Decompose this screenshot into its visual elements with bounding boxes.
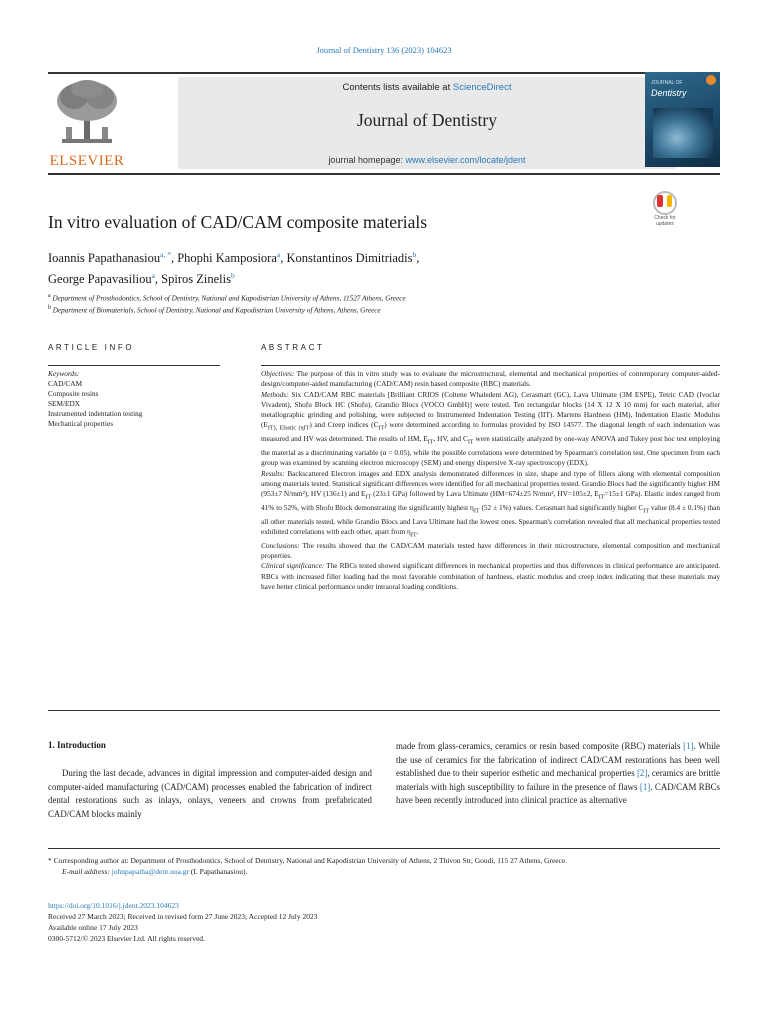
cover-overline: JOURNAL OF	[651, 80, 683, 86]
results-label: Results:	[261, 468, 285, 478]
results-text: (52 ± 1%) values. Cerasmart had significantly higher C	[479, 502, 644, 512]
publisher-wordmark: ELSEVIER	[49, 153, 125, 169]
elsevier-tree-icon	[52, 77, 122, 147]
intro-text: . CAD/CAM RBCs have been recently introduced into clinical practice as alternative	[396, 781, 720, 805]
affil-marker: a	[48, 293, 51, 299]
abstract-methods	[261, 390, 720, 469]
author-name[interactable]: , Phophi Kamposiora	[170, 251, 277, 266]
online-date: Available online 17 July 2023	[48, 923, 138, 932]
crossmark-red-mark	[657, 195, 663, 207]
journal-masthead	[48, 72, 720, 174]
citation-link[interactable]: [2]	[636, 768, 648, 778]
affiliation-b	[48, 303, 708, 315]
abstract-conclusions	[261, 541, 720, 562]
masthead-top-rule	[48, 72, 720, 74]
conclusions-text: The results showed that the CAD/CAM materials tested have differences in their microstructure, elemental composition and mechanical properties.	[261, 540, 720, 561]
publisher-logo[interactable]	[48, 77, 126, 169]
intro-text: made from glass-ceramics, ceramics or resin based composite (RBC) materials	[396, 741, 684, 751]
methods-text: , HV, and C	[433, 434, 468, 444]
email-suffix: (I. Papathanasiou).	[189, 867, 248, 876]
methods-text: ) and Creep indices (C	[309, 420, 379, 430]
abstract-bottom-rule	[48, 710, 720, 711]
clinical-label: Clinical significance:	[261, 561, 325, 571]
publication-info	[48, 900, 720, 944]
corresponding-author-text: * Corresponding author at: Department of Prosthodontics, School of Dentistry, National and Kapodistrian University of Athens, 2 Thivon Str, Goudi, 115 27 Athens, Greece.	[48, 856, 568, 865]
methods-text: were statistically analyzed by one-way ANOVA and Tukey post hoc test employing the material as a discriminating variable (α = 0.05), while the possible correlations were determined by Spearman's correlation test. One specimen from each group was examined by scanning electron microscopy (SEM) and energy dispersive X-ray spectroscopy (EDX).	[261, 434, 720, 468]
cover-badge-icon	[706, 75, 716, 85]
intro-text: , ceramics are brittle materials with high susceptibility to failure in the presence of flaws	[396, 768, 720, 792]
author-list	[48, 246, 648, 288]
citation-link[interactable]: [1]	[683, 741, 694, 751]
author-name[interactable]: , Spiros Zinelis	[154, 272, 231, 287]
journal-title: Journal of Dentistry	[357, 110, 497, 130]
abstract-objectives	[261, 369, 720, 390]
conclusions-label: Conclusions:	[261, 540, 300, 550]
author-separator: ,	[416, 251, 420, 266]
methods-label: Methods:	[261, 389, 289, 399]
affil-text: Department of Prosthodontics, School of Dentistry, National and Kapodistrian University of Athens, 11527 Athens, Greece	[50, 294, 406, 303]
author-name[interactable]: George Papavasiliou	[48, 272, 152, 287]
methods-text: Six CAD/CAM RBC materials [Brilliant CRIOS (Coltene Whaledent AG), Cerasmart (GC), Lava Ultimate (3M ESPE), Tetric CAD (Ivoclar Vivadent), Shofu Block HC (Shofu), Grandio Blocs (VOCO GmbH)] were tested. Ten rectangular blocks (14 X 12 X 10 mm) for each material, after metallographic grinding and polishing, were subjected to Instrumented Indentation Testing (IIT). Martens Hardness (HM), Indentation Elastic Modulus (E	[261, 389, 720, 430]
abstract-clinical-significance	[261, 561, 720, 592]
homepage-prefix: journal homepage:	[328, 155, 406, 165]
results-text: .	[416, 526, 419, 536]
citation-link[interactable]: [1]	[639, 781, 651, 792]
abstract-results	[261, 469, 720, 541]
author-affil-link[interactable]: a	[276, 250, 281, 259]
methods-text: ) were determined according to formulas provided by ISO 14577. The diagonal length of each indentation was measured and HV was determined. The results of HM, E	[261, 420, 721, 444]
cover-title: Dentistry	[651, 88, 687, 98]
intro-text: . While the use of ceramics for the fabrication of indirect CAD/CAM restorations has been well established due to their superior esthetic and mechanical properties	[396, 741, 720, 778]
abstract-rule	[261, 365, 720, 366]
doi-link[interactable]: https://doi.org/10.1016/j.jdent.2023.104623	[48, 901, 179, 910]
crossmark-label-1: Check for	[654, 215, 676, 221]
subscript: IT	[427, 439, 434, 446]
subscript: IT	[643, 508, 650, 515]
subscript: IT), Elastic (η	[267, 425, 304, 432]
journal-cover-thumbnail[interactable]	[645, 72, 720, 167]
masthead-bottom-rule	[48, 173, 720, 175]
email-line	[48, 866, 720, 877]
abstract-heading: ABSTRACT	[261, 343, 325, 352]
crossmark-yellow-mark	[667, 195, 672, 207]
keyword-item: Composite resins	[48, 389, 99, 398]
keywords-label: Keywords:	[48, 369, 80, 378]
clinical-text: The RBCs tested showed significant differences in mechanical properties and thus differences in clinical performance are anticipated. RBCs with increased filler loading had the most favorable combination of hardness, elastic modulus and creep index indicating that these materials may have better clinical performance under intraoral loading conditions.	[261, 561, 720, 591]
objectives-text: The purpose of this in vitro study was to evaluate the microstructural, elemental and mechanical properties of contemporary computer-aided-design/computer-aided manufacturing (CAD/CAM) resin based composite (RBC) materials.	[261, 369, 720, 389]
author-affil-link[interactable]: b	[230, 271, 235, 281]
results-text: value (8.4 ± 0.1%) than all other materials tested, while Grandio Blocs and Lava Ultimate had the lowest ones. Spearman's correlation revealed that all mechanical properties tested exhibited correlations with each other, apart from η	[261, 502, 720, 536]
subscript: IT	[598, 494, 605, 501]
cover-image	[653, 108, 713, 158]
keyword-item: Mechanical properties	[48, 419, 114, 428]
journal-reference[interactable]: Journal of Dentistry 136 (2023) 104623	[316, 45, 452, 55]
section-heading-introduction: 1. Introduction	[48, 740, 106, 750]
intro-paragraph-left: During the last decade, advances in digital impression and computer-aided design and computer-aided manufacturing (CAD/CAM) processes enabled the fabrication of indirect dental restorations such as inlays, onlays, veneers and crowns from prefabricated CAD/CAM blocks mainly	[48, 768, 372, 819]
author-affil-link[interactable]: b	[412, 250, 417, 259]
author-name[interactable]: Ioannis Papathanasiou	[48, 251, 161, 266]
keywords-block	[48, 369, 220, 429]
article-title: In vitro evaluation of CAD/CAM composite materials	[48, 212, 428, 232]
corresponding-author-footnote	[48, 855, 720, 877]
subscript: IT	[467, 439, 474, 446]
results-text: Backscattered Electron images and EDX analysis demonstrated differences in size, shape and type of fillers along with elemental composition among materials tested. Statistical significant differences were identified for all mechanical properties tested. Grandio Blocs had the significantly higher HM (953±7 N/mm²), HV (136±1) and E	[261, 468, 720, 499]
article-info-heading: ARTICLE INFO	[48, 343, 135, 352]
subscript: IT	[303, 425, 310, 432]
masthead-center	[178, 77, 676, 169]
homepage-line	[178, 155, 676, 165]
author-name[interactable]: , Konstantinos Dimitriadis	[280, 251, 413, 266]
subscript: IT	[473, 508, 480, 515]
received-dates: Received 27 March 2023; Received in revised form 27 June 2023; Accepted 12 July 2023	[48, 912, 318, 921]
crossmark-label-2: updates	[656, 221, 674, 227]
subscript: IT	[365, 494, 372, 501]
abstract-text	[261, 369, 720, 592]
author-affil-link[interactable]: a	[151, 271, 155, 281]
keyword-item: Instrumented indentation testing	[48, 409, 143, 418]
homepage-link[interactable]: www.elsevier.com/locate/jdent	[405, 155, 526, 165]
objectives-label: Objectives:	[261, 369, 295, 378]
sciencedirect-link[interactable]: ScienceDirect	[452, 82, 512, 93]
affiliation-a	[48, 291, 708, 303]
copyright-line: 0300-5712/© 2023 Elsevier Ltd. All rights reserved.	[48, 934, 205, 943]
author-affil-link[interactable]: a, *	[160, 250, 171, 259]
contents-line	[178, 82, 676, 93]
check-for-updates-badge[interactable]	[648, 191, 682, 231]
footnote-rule	[48, 848, 720, 849]
intro-paragraph-right	[396, 740, 720, 808]
subscript: IT	[378, 425, 385, 432]
article-info-rule	[48, 365, 220, 366]
affiliations	[48, 291, 708, 316]
keyword-item: SEM/EDX	[48, 399, 81, 408]
keyword-item: CAD/CAM	[48, 379, 83, 388]
crossmark-label	[648, 215, 682, 227]
results-text: =15±1 GPa). Elastic index ranged from 41% to 52%, with Shofu Block demonstrating the significantly highest η	[261, 489, 720, 512]
affil-text: Department of Biomaterials, School of Dentistry, National and Kapodistrian University of Athens, Athens, Greece	[51, 306, 381, 315]
email-label: E-mail address:	[62, 867, 110, 876]
affil-marker: b	[48, 305, 51, 312]
email-link[interactable]: johnpapatha@dent.uoa.gr	[111, 867, 190, 876]
results-text: (23±1 GPa) followed by Lava Ultimate (HM=674±25 N/mm², HV=105±2, E	[371, 489, 599, 499]
subscript: IT	[410, 532, 417, 539]
contents-prefix: Contents lists available at	[342, 82, 453, 93]
